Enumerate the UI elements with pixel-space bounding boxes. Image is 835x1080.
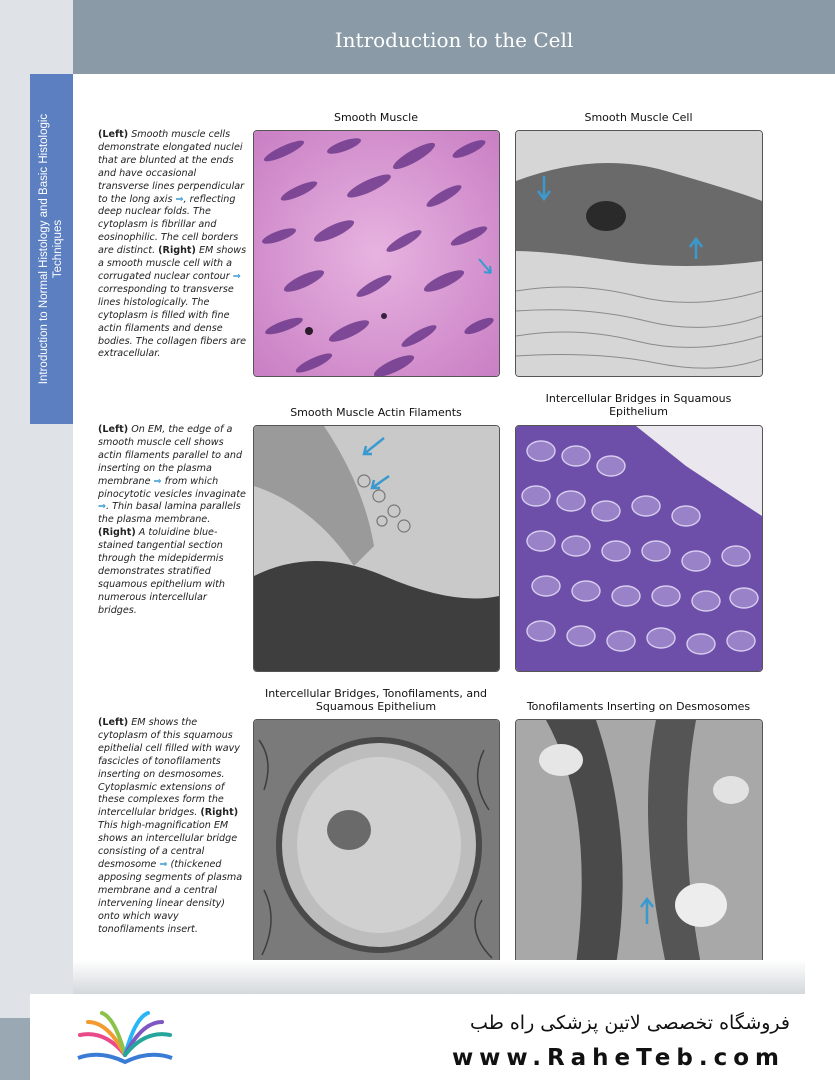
sidebar-grey-band: [30, 424, 73, 994]
caption-text: . Thin basal lamina parallels the plasma membrane.: [98, 501, 241, 526]
arrow-icon: ⇒: [153, 475, 162, 487]
caption-text: This high-magnification EM shows an intercellular bridge consisting of a central desmosome: [98, 820, 238, 870]
figure-title-actin-filaments: Smooth Muscle Actin Filaments: [290, 406, 462, 419]
caption-text: (thickened apposing segments of plasma membrane and a central intervening linear density) onto which wavy tonofilaments insert.: [98, 858, 243, 935]
header-corner: [0, 0, 73, 74]
caption-text: EM shows a smooth muscle cell with a corrugated nuclear contour: [98, 245, 247, 282]
figure-title-smooth-muscle-cell: Smooth Muscle Cell: [584, 111, 693, 124]
arrow-icon: ⇒: [159, 858, 168, 870]
caption-side-label: (Left): [98, 717, 129, 728]
figure-title-smooth-muscle: Smooth Muscle: [333, 111, 418, 124]
caption-side-label: (Left): [98, 129, 129, 140]
arrow-icon: ⇒: [175, 193, 184, 205]
figure-title-tonofilaments-desmosomes: Tonofilaments Inserting on Desmosomes: [526, 700, 751, 713]
section-tab-label: Introduction to Normal Histology and Basic Histologic Techniques: [38, 113, 64, 385]
footer-shadow: [73, 960, 805, 994]
caption-side-label: (Right): [98, 527, 136, 539]
page-header: [73, 0, 835, 74]
arrow-icon: ⇒: [98, 501, 107, 513]
store-name-persian: فروشگاه تخصصی لاتین پزشکی راه طب: [470, 1012, 790, 1034]
micrograph-squamous-cell-em: [253, 719, 500, 966]
caption-side-label: (Left): [98, 424, 129, 435]
micrograph-actin-filaments-em: [253, 425, 500, 672]
caption-row-2: [98, 424, 248, 618]
figure-title-tonofilaments-squamous: Intercellular Bridges, Tonofilaments, and Squamous Epithelium: [264, 687, 488, 713]
caption-text: , reflecting deep nuclear folds. The cytoplasm is fibrillar and eosinophilic. The cell borders are distinct.: [98, 193, 239, 257]
left-margin-strip-bottom: [0, 1018, 30, 1080]
micrograph-smooth-muscle-cell-em: [515, 130, 763, 377]
caption-text: On EM, the edge of a smooth muscle cell shows actin filaments parallel to and inserting on the plasma membrane: [98, 424, 243, 487]
caption-text: Smooth muscle cells demonstrate elongated nuclei that are blunted at the ends and have occasional transverse lines perpendicular to the long axis: [98, 129, 245, 205]
caption-text: corresponding to transverse lines histologically. The cytoplasm is filled with fine actin filaments and dense bodies. The collagen fibers are extracellular.: [98, 283, 246, 360]
page-title: Introduction to the Cell: [334, 28, 574, 52]
left-margin-strip: [0, 0, 30, 1080]
arrow-icon: ⇒: [232, 270, 241, 282]
caption-row-1: [98, 129, 248, 361]
caption-row-3: [98, 717, 248, 936]
micrograph-desmosome-em: [515, 719, 763, 966]
micrograph-smooth-muscle: [253, 130, 500, 377]
store-url[interactable]: www.RaheTeb.com: [451, 1045, 785, 1071]
figure-title-intercellular-bridges: Intercellular Bridges in Squamous Epithelium: [545, 392, 732, 418]
caption-side-label: (Right): [158, 245, 196, 257]
caption-side-label: (Right): [200, 807, 239, 819]
micrograph-squamous-epithelium-toluidine: [515, 425, 763, 672]
caption-text: EM shows the cytoplasm of this squamous epithelial cell filled with wavy fascicles of tonofilaments inserting on desmosomes. Cytoplasmic extensions of these complexes form the intercellular bridges.: [98, 717, 240, 819]
caption-text: from which pinocytotic vesicles invaginate: [98, 475, 246, 500]
book-logo-icon: [70, 1010, 180, 1070]
caption-text: A toluidine blue-stained tangential section through the midepidermis demonstrates stratified squamous epithelium with numerous intercellular bridges.: [98, 527, 225, 616]
